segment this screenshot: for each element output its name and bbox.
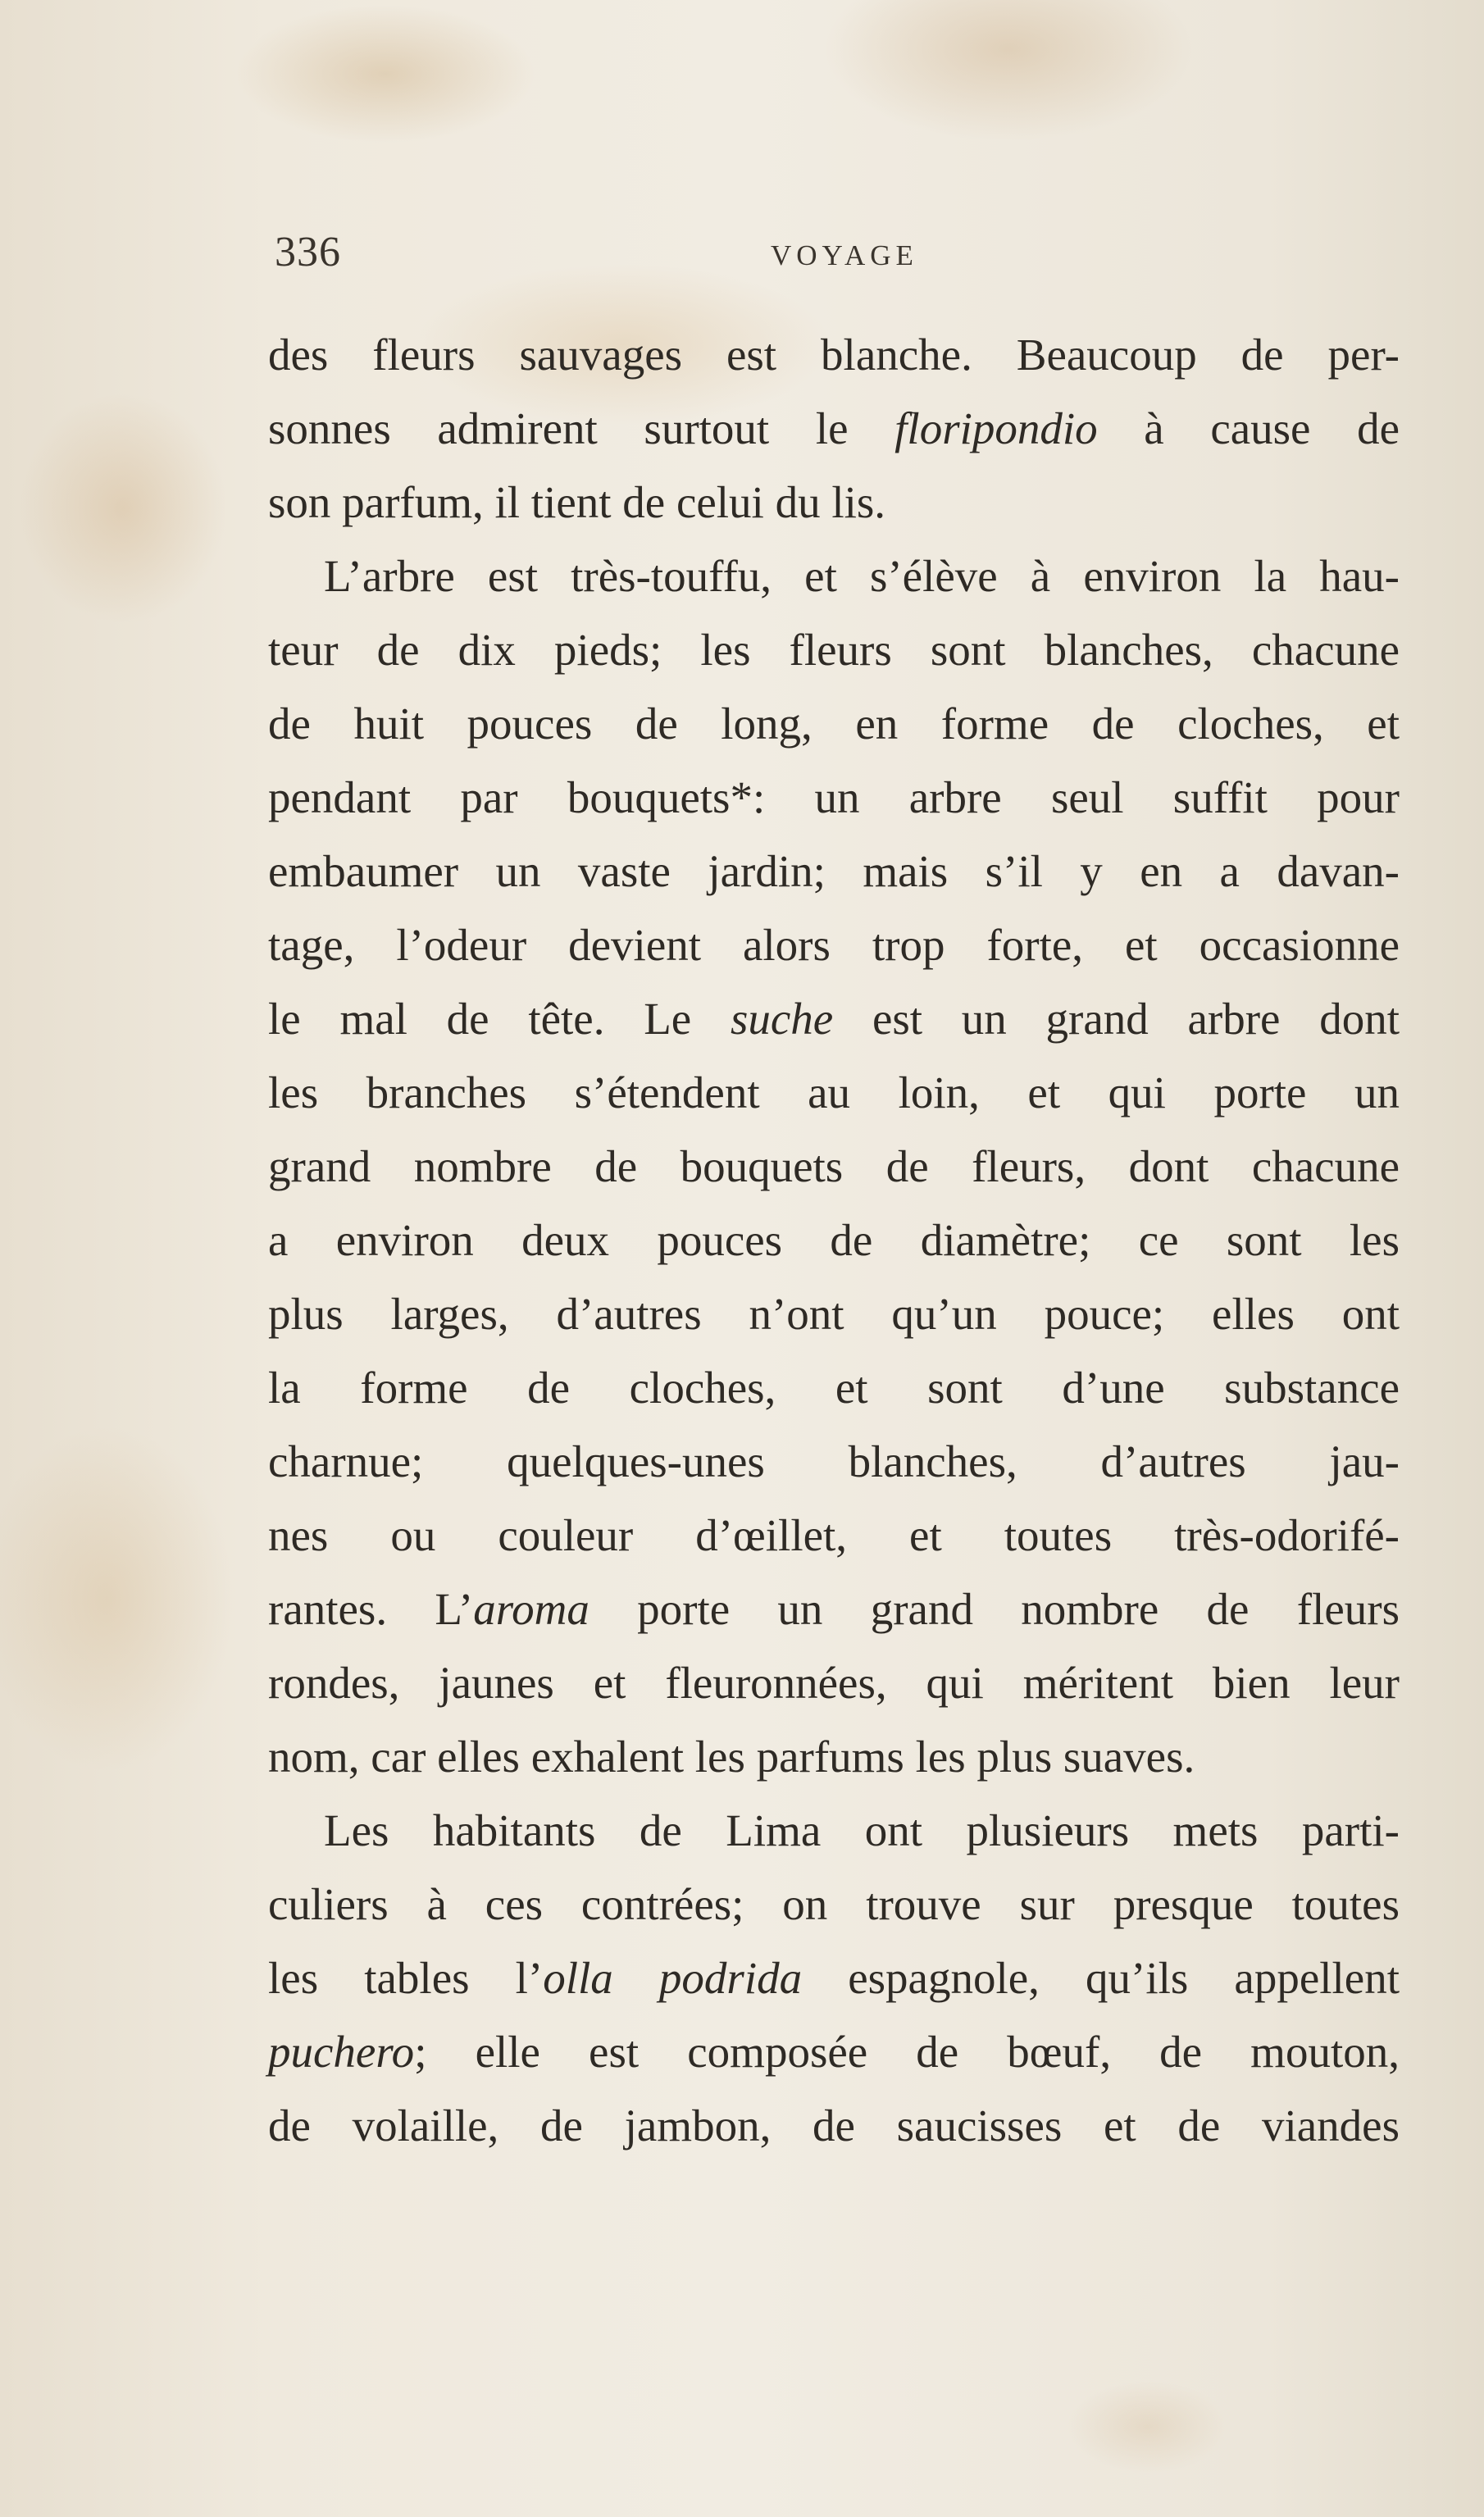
text-line: puchero; elle est composée de bœuf, de mouton, bbox=[268, 2027, 1400, 2077]
italic-term-suche: suche bbox=[730, 994, 834, 1044]
italic-term-aroma: aroma bbox=[473, 1584, 590, 1634]
text-line: les tables l’olla podrida espagnole, qu’ils appellent bbox=[268, 1953, 1400, 2003]
italic-term-floripondio: floripondio bbox=[894, 403, 1098, 453]
text-line: plus larges, d’autres n’ont qu’un pouce; elles ont bbox=[268, 1289, 1400, 1339]
body-text bbox=[268, 318, 1400, 2163]
text-line: son parfum, il tient de celui du lis. bbox=[268, 477, 886, 527]
text-line: nom, car elles exhalent les parfums les plus suaves. bbox=[268, 1732, 1195, 1782]
text-line: sonnes admirent surtout le floripondio à cause de bbox=[268, 403, 1400, 453]
page-header bbox=[275, 228, 1406, 285]
italic-term-olla-podrida: olla podrida bbox=[543, 1953, 803, 2003]
italic-term-puchero: puchero bbox=[268, 2027, 415, 2077]
text-line: le mal de tête. Le suche est un grand arbre dont bbox=[268, 994, 1400, 1044]
text-line: de huit pouces de long, en forme de cloches, et bbox=[268, 699, 1400, 749]
running-head: VOYAGE bbox=[771, 239, 918, 271]
text-line: tage, l’odeur devient alors trop forte, et occasionne bbox=[268, 920, 1400, 970]
text-line: a environ deux pouces de diamètre; ce sont les bbox=[268, 1215, 1400, 1265]
text-line: les branches s’étendent au loin, et qui porte un bbox=[268, 1067, 1400, 1117]
text-line: pendant par bouquets*: un arbre seul suffit pour bbox=[268, 772, 1400, 822]
text-line: des fleurs sauvages est blanche. Beaucoup de per- bbox=[268, 330, 1400, 380]
text-line: nes ou couleur d’œillet, et toutes très-odorifé- bbox=[268, 1510, 1400, 1560]
text-line: teur de dix pieds; les fleurs sont blanches, chacune bbox=[268, 625, 1400, 675]
text-line: Les habitants de Lima ont plusieurs mets parti- bbox=[324, 1805, 1400, 1855]
text-line: charnue; quelques-unes blanches, d’autres jau- bbox=[268, 1436, 1400, 1486]
page-number: 336 bbox=[275, 229, 341, 275]
text-line: de volaille, de jambon, de saucisses et de viandes bbox=[268, 2101, 1400, 2151]
text-line: rondes, jaunes et fleuronnées, qui méritent bien leur bbox=[268, 1658, 1400, 1708]
text-line: embaumer un vaste jardin; mais s’il y en a davan- bbox=[268, 846, 1400, 896]
text-line: rantes. L’aroma porte un grand nombre de fleurs bbox=[268, 1584, 1400, 1634]
text-line: culiers à ces contrées; on trouve sur presque toutes bbox=[268, 1879, 1400, 1929]
text-line: L’arbre est très-touffu, et s’élève à environ la hau- bbox=[324, 551, 1400, 601]
text-line: grand nombre de bouquets de fleurs, dont chacune bbox=[268, 1141, 1400, 1191]
text-line: la forme de cloches, et sont d’une substance bbox=[268, 1363, 1400, 1413]
